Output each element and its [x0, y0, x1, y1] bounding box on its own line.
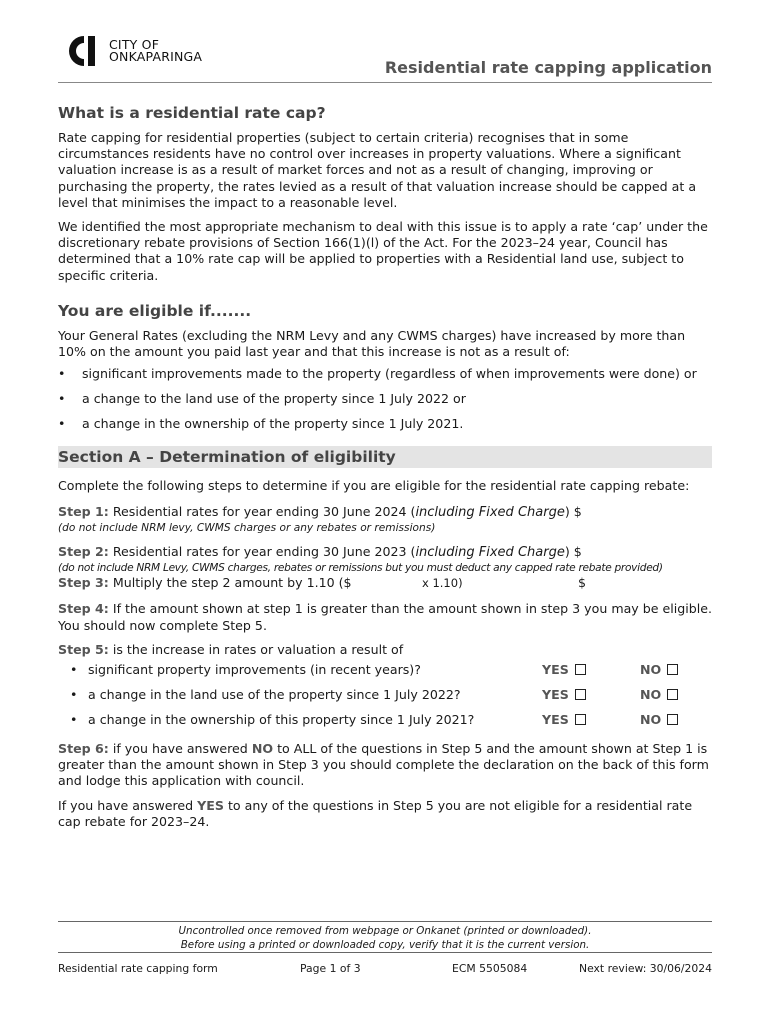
section-a-intro: Complete the following steps to determine if you are eligible for the residential rate capping rebate:	[58, 478, 690, 494]
step-6-text-b: to ALL of the questions in Step 5 and the amount shown at Step 1 is greater than the amount shown in Step 3 you should complete the declaration on the back of this form and lodge this application with council.	[58, 741, 709, 789]
yes-option[interactable]: YES	[542, 662, 586, 678]
step-2-italic: including Fixed Charge	[415, 545, 565, 561]
section-a-heading: Section A – Determination of eligibility	[58, 448, 396, 467]
intro-heading: What is a residential rate cap?	[58, 104, 326, 122]
footer-note-line2: Before using a printed or downloaded copy, verify that it is the current version.	[180, 939, 590, 951]
step-1-text: Residential rates for year ending 30 June 2024 (	[112, 504, 416, 520]
step-3-text: Multiply the step 2 amount by 1.10 ($	[112, 575, 352, 591]
title-divider	[58, 82, 712, 83]
question-text: a change in the land use of the property since 1 July 2022?	[88, 687, 461, 703]
document-title: Residential rate capping application	[384, 58, 712, 77]
closing-text-a: If you have answered	[58, 797, 194, 813]
step-2	[58, 544, 712, 561]
intro-paragraph-1: Rate capping for residential properties (subject to certain criteria) recognises that in some circumstances residents have no control over increases in property valuations. Where a significant valuation increase is as a result of market forces and not as a result of changing, improving or purchasing the property, the rates levied as a result of that valuation increase should be capped at a level that minimises the impact to a reasonable level.	[58, 130, 697, 210]
step-1-italic: including Fixed Charge	[415, 505, 565, 521]
step-1-end: ) $	[564, 504, 582, 520]
yes-option[interactable]: YES	[542, 687, 586, 703]
step-4-text: If the amount shown at step 1 is greater than the amount shown in step 3 you may be eligible. You should now complete Step 5.	[58, 601, 712, 633]
footer-page-number: Page 1 of 3	[300, 962, 361, 975]
logo-line1: CITY OF	[109, 37, 160, 52]
step-2-note: (do not include NRM Levy, CWMS charges, rebates or remissions but you must deduct any capped rate rebate provided)	[58, 562, 663, 575]
footer-divider-top	[58, 921, 712, 922]
no-checkbox[interactable]	[667, 714, 678, 725]
main-content	[58, 104, 712, 838]
step-5-question-list	[58, 662, 712, 737]
step-3-multiplier: x 1.10)	[422, 576, 463, 591]
step-2-text: Residential rates for year ending 30 June 2023 (	[112, 544, 416, 560]
eligible-bullet-list	[58, 366, 712, 432]
footer-note-line1: Uncontrolled once removed from webpage or Onkanet (printed or downloaded).	[178, 925, 592, 937]
intro-paragraph-2: We identified the most appropriate mechanism to deal with this issue is to apply a rate ‘cap’ under the discretionary rebate provisions of Section 166(1)(l) of the Act. For the 2023–24 year, Council has determined that a 10% rate cap will be applied to properties with a Residential land use, subject to specific criteria.	[58, 219, 708, 283]
footer-note	[58, 924, 712, 952]
yes-option[interactable]: YES	[542, 712, 586, 728]
list-item: • significant property improvements (in recent years)? YES NO	[58, 662, 712, 687]
yes-checkbox[interactable]	[575, 689, 586, 700]
no-checkbox[interactable]	[667, 664, 678, 675]
step-4	[58, 601, 712, 633]
list-item: • a change to the land use of the property since 1 July 2022 or	[58, 391, 712, 407]
step-6	[58, 741, 712, 790]
section-a-bar	[58, 446, 712, 468]
closing-paragraph	[58, 798, 712, 830]
council-logo	[67, 34, 202, 68]
list-item: • significant improvements made to the property (regardless of when improvements were done) or	[58, 366, 712, 382]
logo-text	[109, 39, 202, 63]
step-6-text-a: if you have answered	[112, 741, 248, 757]
step-1	[58, 504, 712, 521]
footer-review-date: Next review: 30/06/2024	[579, 962, 712, 975]
footer-ecm: ECM 5505084	[452, 962, 528, 975]
step-3	[58, 575, 712, 595]
step-4-label: Step 4:	[58, 601, 109, 617]
question-text: significant property improvements (in recent years)?	[88, 662, 421, 678]
list-item: • a change in the land use of the property since 1 July 2022? YES NO	[58, 687, 712, 712]
list-item: • a change in the ownership of the property since 1 July 2021.	[58, 416, 712, 432]
step-6-no: NO	[251, 741, 274, 757]
list-item: • a change in the ownership of this property since 1 July 2021? YES NO	[58, 712, 712, 737]
step-2-label: Step 2:	[58, 544, 109, 560]
eligible-paragraph: Your General Rates (excluding the NRM Levy and any CWMS charges) have increased by more than 10% on the amount you paid last year and that this increase is not as a result of:	[58, 327, 686, 360]
yes-checkbox[interactable]	[575, 664, 586, 675]
question-text: a change in the ownership of this property since 1 July 2021?	[88, 712, 475, 728]
closing-yes: YES	[197, 797, 224, 813]
footer-divider-bottom	[58, 952, 712, 953]
footer-form-name: Residential rate capping form	[58, 962, 218, 975]
closing-text-b: to any of the questions in Step 5 you are not eligible for a residential rate cap rebate for 2023–24.	[58, 797, 693, 829]
step-6-label: Step 6:	[58, 741, 109, 757]
yes-checkbox[interactable]	[575, 714, 586, 725]
step-2-end: ) $	[564, 544, 582, 560]
eligible-heading: You are eligible if.......	[58, 301, 252, 320]
logo-line2: ONKAPARINGA	[109, 49, 203, 64]
step-5-text: is the increase in rates or valuation a result of	[112, 641, 404, 657]
step-5	[58, 642, 712, 658]
no-option[interactable]: NO	[640, 687, 678, 703]
step-5-label: Step 5:	[58, 641, 109, 657]
no-checkbox[interactable]	[667, 689, 678, 700]
step-1-label: Step 1:	[58, 504, 109, 520]
no-option[interactable]: NO	[640, 662, 678, 678]
no-option[interactable]: NO	[640, 712, 678, 728]
step-3-label: Step 3:	[58, 575, 109, 591]
step-1-note: (do not include NRM levy, CWMS charges or any rebates or remissions)	[58, 522, 436, 535]
onkaparinga-logo-icon	[67, 34, 105, 68]
step-3-dollar: $	[578, 575, 587, 591]
